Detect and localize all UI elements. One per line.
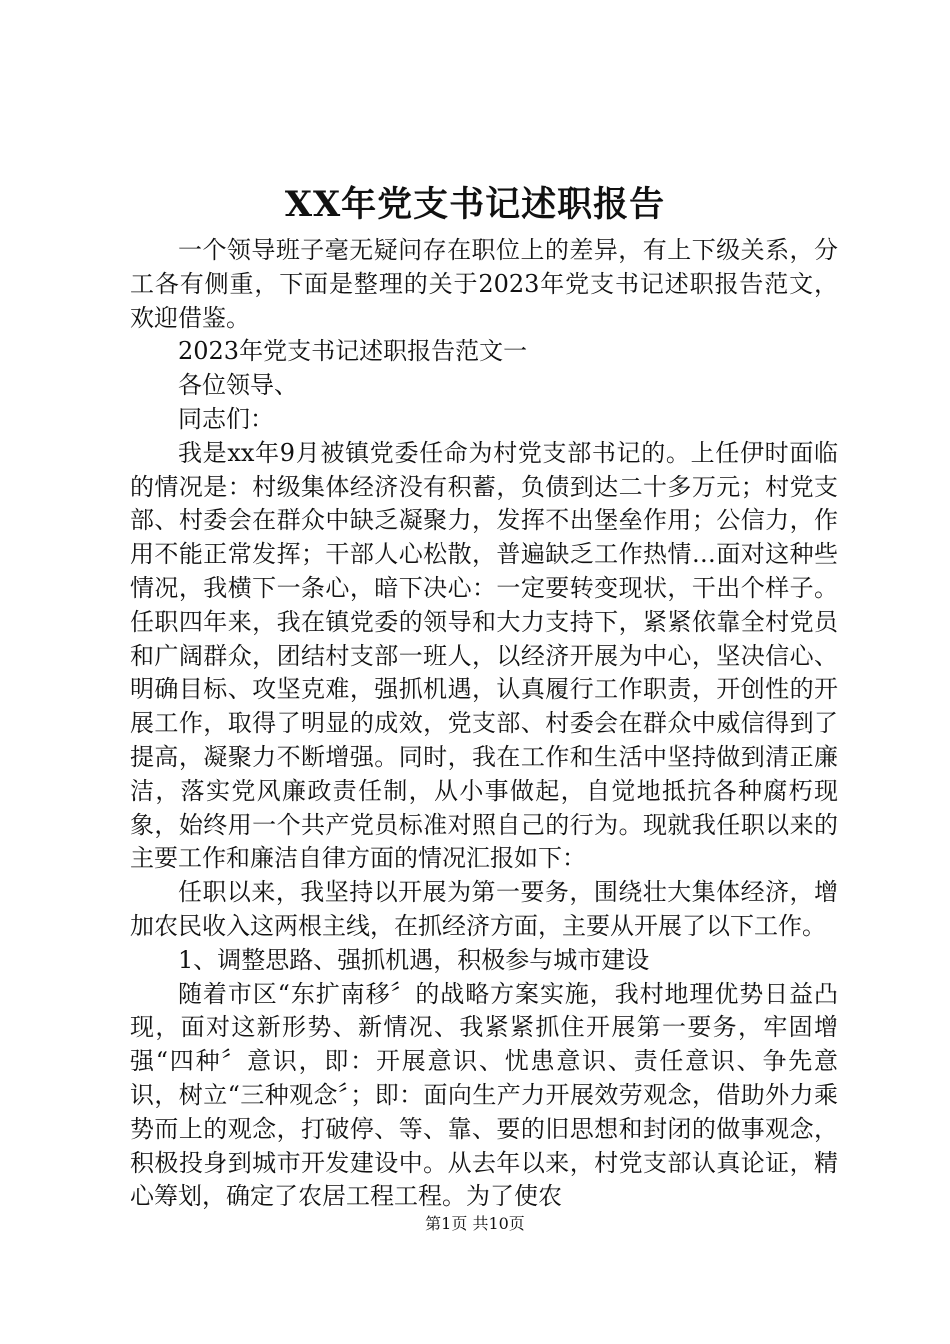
paragraph-salutation-comrades: 同志们： [178,404,274,433]
page-footer: 第1页 共10页 [425,1214,525,1233]
paragraph-heading-sample-one: 2023年党支书记述职报告范文一 [178,337,528,366]
paragraph-work-summary: 任职以来，我坚持以开展为第一要务，围绕壮大集体经济，增加农民收入这两根主线，在抓经济方面，主要从开展了以下工作。 [130,878,838,940]
document-body [130,234,838,1214]
paragraph-section-heading-1: 1、调整思路、强抓机遇，积极参与城市建设 [178,945,650,974]
paragraph-main-report: 我是xx年9月被镇党委任命为村党支部书记的。上任伊时面临的情况是：村级集体经济没有积蓄，负债到达二十多万元；村党支部、村委会在群众中缺乏凝聚力，发挥不出堡垒作用；公信力，作用不能正常发挥；干部人心松散，普遍缺乏工作热情…面对这种些情况，我横下一条心，暗下决心：一定要转变现状，干出个样子。任职四年来，我在镇党委的领导和大力支持下，紧紧依靠全村党员和广阔群众，团结村支部一班人，以经济开展为中心，坚决信心、明确目标、攻坚克难，强抓机遇，认真履行工作职责，开创性的开展工作，取得了明显的成效，党支部、村委会在群众中威信得到了提高，凝聚力不断增强。同时，我在工作和生活中坚持做到清正廉洁，落实党风廉政责任制，从小事做起，自觉地抵抗各种腐朽现象，始终用一个共产党员标准对照自己的行为。现就我任职以来的主要工作和廉洁自律方面的情况汇报如下： [130,438,838,873]
paragraph-section-1-body: 随着市区“东扩南移〞的战略方案实施，我村地理优势日益凸现，面对这新形势、新情况、我紧紧抓住开展第一要务，牢固增强“四种〞意识，即：开展意识、忧患意识、责任意识、争先意识，树立“三种观念〞；即：面向生产力开展效劳观念，借助外力乘势而上的观念，打破停、等、靠、要的旧思想和封闭的做事观念，积极投身到城市开发建设中。从去年以来，村党支部认真论证，精心筹划，确定了农居工程工程。为了使农 [130,979,838,1211]
paragraph-intro: 一个领导班子毫无疑问存在职位上的差异，有上下级关系，分工各有侧重，下面是整理的关于2023年党支书记述职报告范文，欢迎借鉴。 [130,236,838,332]
paragraph-salutation-leaders: 各位领导、 [178,371,298,400]
document-title: XX年党支书记述职报告 [284,184,666,225]
